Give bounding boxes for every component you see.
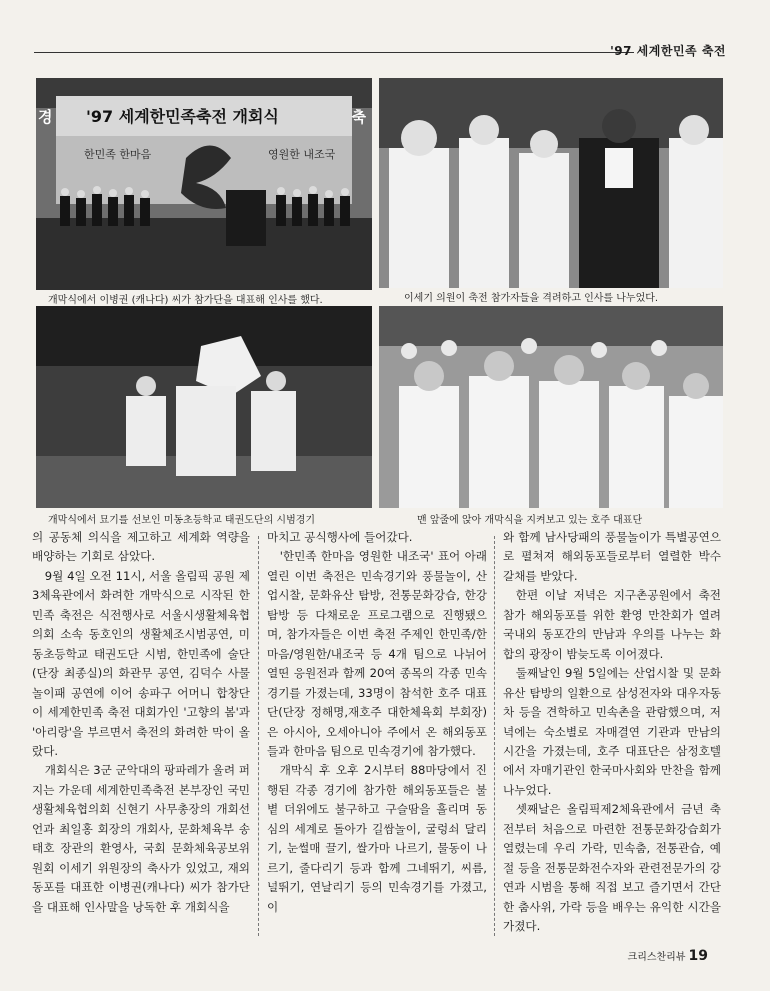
- banner-left-text: 경: [38, 108, 53, 126]
- photo-caption-3: 개막식에서 묘기를 선보인 미동초등학교 태권도단의 시범경기: [48, 515, 316, 526]
- paragraph: 의 공동체 의식을 제고하고 세계화 역량을 배양하는 기회로 삼았다.: [32, 530, 250, 564]
- photo-taekwondo: [36, 306, 372, 508]
- column-divider: [258, 536, 259, 936]
- paragraph: '한민족 한마음 영원한 내조국' 표어 아래 열린 이번 축전은 민속경기와 풍물놀이, 산업시찰, 문화유산 탐방, 전통문화강습, 한강 탐방 등 다채로운 프로그램으로 진행됐으며, 참가자들은 이번 축전 주제인 한민족/한마음/영원한/내조국 등 4개 팀으로 나뉘어 열띤 응원전과 함께 20여 종목의 각종 민속경기를 가졌는데, 33명이 참석한 호주 대표단(단장 정해명,재호주 대한체육회 부회장)은 아시아, 오세아니아 주에서 온 해외동포들과 한마음 팀으로 민속경기에 참가했다.: [267, 549, 487, 758]
- slogan-right: 영원한 내조국: [268, 148, 336, 161]
- photo-caption-4: 맨 앞줄에 앉아 개막식을 지켜보고 있는 호주 대표단: [417, 515, 643, 526]
- paragraph: 와 함께 남사당패의 풍물놀이가 특별공연으로 펼쳐져 해외동포들로부터 열렬한 박수 갈채를 받았다.: [503, 530, 721, 583]
- page-number: 19: [688, 948, 708, 964]
- article-column-1: [32, 528, 250, 917]
- banner-title: '97 세계한민족축전 개회식: [86, 107, 279, 126]
- banner-right-text: 축: [351, 108, 366, 126]
- photo-delegation: [379, 306, 723, 508]
- paragraph: 둘째날인 9월 5일에는 산업시찰 및 문화유산 탐방의 일환으로 삼성전자와 대우자동차 등을 견학하고 민속촌을 관람했으며, 저녁에는 숙소별로 자매결연 기관과 만남의 시간을 가졌는데, 호주 대표단은 삼정호텔에서 자매기관인 한국마사회와 만찬을 함께 나누었다.: [503, 666, 721, 797]
- header-rule: [34, 52, 634, 53]
- column-divider: [494, 536, 495, 936]
- publication-name: 크리스찬리뷰: [627, 952, 686, 963]
- photo-greeting: [379, 78, 723, 288]
- paragraph: 개막식 후 오후 2시부터 88마당에서 진행된 각종 경기에 참가한 해외동포들은 불볕 더위에도 불구하고 구슬땀을 흘리며 동심의 세계로 돌아가 길쌈놀이, 굴렁쇠 달리기, 눈썰매 끌기, 쌀가마 나르기, 물동이 나르기, 줄다리기 등과 함께 그네뛰기, 씨름, 널뛰기, 연날리기 등의 민속경기를 가졌고, 이: [267, 763, 487, 914]
- article-column-3: [503, 528, 721, 937]
- article-column-2: [267, 528, 487, 917]
- taekwondo-photo: [36, 306, 372, 508]
- page-footer: [628, 948, 708, 964]
- delegation-photo: [379, 306, 723, 508]
- paragraph: 마치고 공식행사에 들어갔다.: [267, 530, 413, 544]
- paragraph: 9월 4일 오전 11시, 서울 올림픽 공원 제3체육관에서 화려한 개막식으로 시작된 한민족 축전은 식전행사로 서울시생활체육협의회 소속 동호인의 생활체조시범공연, 미동초등학교 태권도단 시범, 한민족에 술단(단장 최종실)의 화관무 공연, 김덕수 사물놀이패 공연에 이어 송파구 어머니 합창단이 세계한민족 축전 대회가인 '고향의 봄'과 '아리랑'을 부르면서 축전의 화려한 막이 올랐다.: [32, 568, 250, 758]
- photo-opening-ceremony: [36, 78, 372, 290]
- paragraph: 한편 이날 저녁은 지구촌공원에서 축전 참가 해외동포를 위한 환영 만찬회가 열려 국내외 동포간의 만남과 우의를 나누는 화합의 광장이 밤늦도록 이어졌다.: [503, 588, 721, 661]
- running-header: '97 세계한민족 축전: [610, 44, 726, 58]
- greeting-photo: [379, 78, 723, 288]
- paragraph: 셋째날은 올림픽제2체육관에서 금년 축전부터 처음으로 마련한 전통문화강습회가 열렸는데 우리 가락, 민속춤, 전통관습, 예절 등을 전통문화전수자와 관련전문가의 강연과 시범을 통해 직접 보고 즐기면서 간단한 춤사위, 가락 등을 배우는 유익한 시간을 가졌다.: [503, 802, 721, 934]
- photo-caption-1: 개막식에서 이병권 (캐나다) 씨가 참가단을 대표해 인사를 했다.: [48, 295, 323, 306]
- photo-caption-2: 이세기 의원이 축전 참가자들을 격려하고 인사를 나누었다.: [404, 293, 659, 304]
- paragraph: 개회식은 3군 군악대의 팡파레가 울려 퍼지는 가운데 세계한민족축전 본부장인 국민생활체육협의회 신현기 사무총장의 개회선언과 최일홍 회장의 개회사, 문화체육부 송태호 장관의 환영사, 국회 문화체육공보위원회 이세기 위원장의 축사가 있었고, 재외동포를 대표한 이병권(캐나다) 씨가 참가단을 대표해 인사말을 낭독한 후 개회식을: [32, 763, 250, 914]
- slogan-left: 한민족 한마음: [84, 148, 152, 161]
